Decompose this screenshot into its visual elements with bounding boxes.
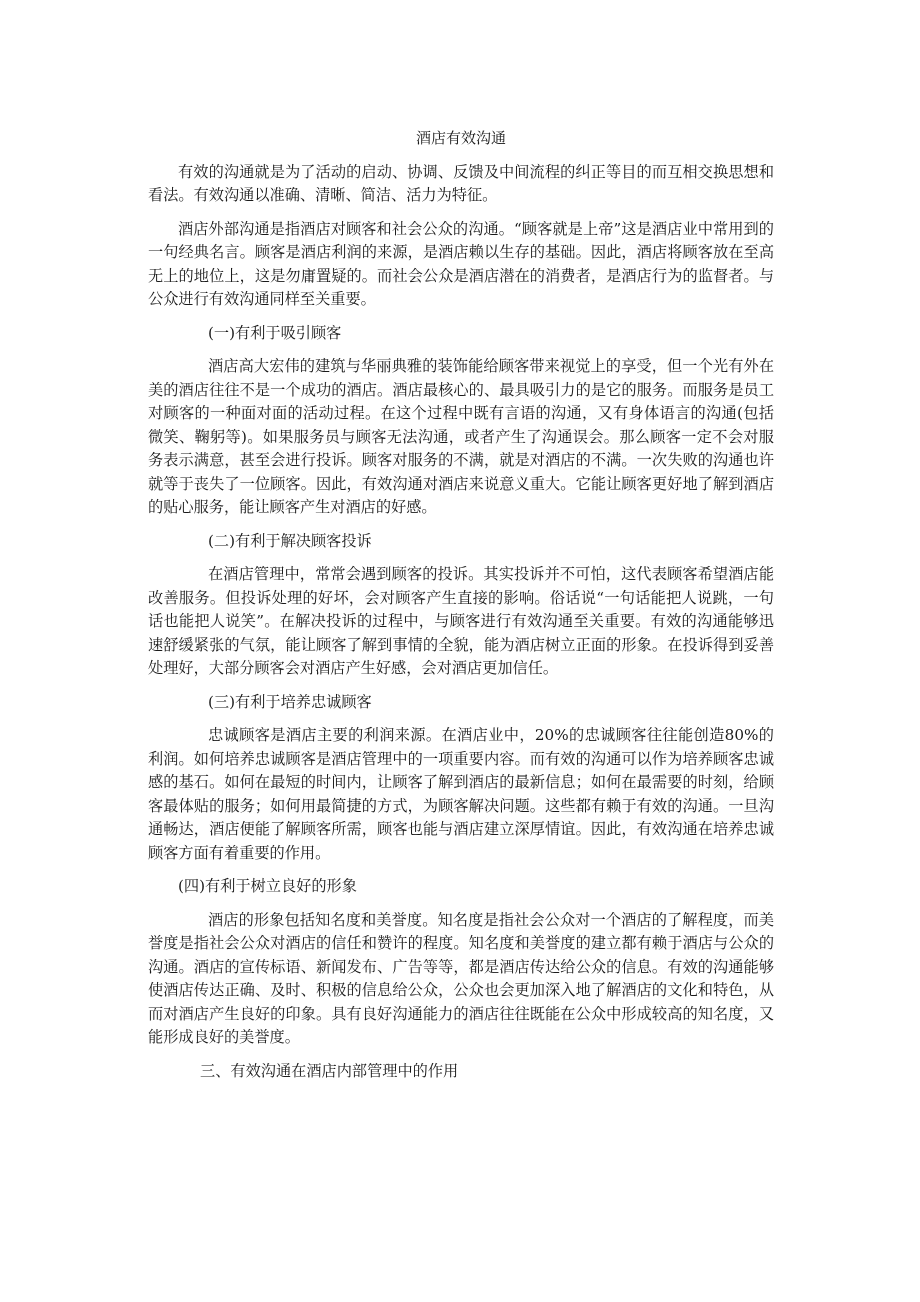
document-page: [148, 127, 774, 1093]
section-heading-loyal-customers: (三)有利于培养忠诚顾客: [208, 692, 372, 711]
paragraph-good-image: 酒店的形象包括知名度和美誉度。知名度是指社会公众对一个酒店的了解程度，而美誉度是指社会公众对酒店的信任和赞许的程度。知名度和美誉度的建立都有赖于酒店与公众的沟通。酒店的宣传标语、新闻发布、广告等等，都是酒店传达给公众的信息。有效的沟通能够使酒店传达正确、及时、积极的信息给公众，公众也会更加深入地了解酒店的文化和特色，从而对酒店产生良好的印象。具有良好沟通能力的酒店往往既能在公众中形成较高的知名度，又能形成良好的美誉度。: [148, 910, 774, 1046]
section-heading-resolve-complaints: (二)有利于解决顾客投诉: [208, 531, 372, 550]
paragraph-loyal-customers: 忠诚顾客是酒店主要的利润来源。在酒店业中，20%的忠诚顾客往往能创造80%的利润。如何培养忠诚顾客是酒店管理中的一项重要内容。而有效的沟通可以作为培养顾客忠诚感的基石。如何在最短的时间内，让顾客了解到酒店的最新信息；如何在最需要的时刻，给顾客最体贴的服务；如何用最简捷的方式，为顾客解决问题。这些都有赖于有效的沟通。一旦沟通畅达，酒店便能了解顾客所需，顾客也能与酒店建立深厚情谊。因此，有效沟通在培养忠诚顾客方面有着重要的作用。: [148, 726, 774, 862]
paragraph-resolve-complaints: 在酒店管理中，常常会遇到顾客的投诉。其实投诉并不可怕，这代表顾客希望酒店能改善服务。但投诉处理的好坏，会对顾客产生直接的影响。俗话说“一句话能把人说跳，一句话也能把人说笑”。在解决投诉的过程中，与顾客进行有效沟通至关重要。有效的沟通能够迅速舒缓紧张的气氛，能让顾客了解到事情的全貌，能为酒店树立正面的形象。在投诉得到妥善处理好，大部分顾客会对酒店产生好感，会对酒店更加信任。: [148, 565, 774, 677]
paragraph-external-communication: 酒店外部沟通是指酒店对顾客和社会公众的沟通。“顾客就是上帝”这是酒店业中常用到的一句经典名言。顾客是酒店利润的来源，是酒店赖以生存的基础。因此，酒店将顾客放在至高无上的地位上，这是勿庸置疑的。而社会公众是酒店潜在的消费者，是酒店行为的监督者。与公众进行有效沟通同样至关重要。: [148, 219, 774, 308]
paragraph-attract-customers: 酒店高大宏伟的建筑与华丽典雅的装饰能给顾客带来视觉上的享受，但一个光有外在美的酒店往往不是一个成功的酒店。酒店最核心的、最具吸引力的是它的服务。而服务是员工对顾客的一种面对面的活动过程。在这个过程中既有言语的沟通，又有身体语言的沟通(包括微笑、鞠躬等)。如果服务员与顾客无法沟通，或者产生了沟通误会。那么顾客一定不会对服务表示满意，甚至会进行投诉。顾客对服务的不满，就是对酒店的不满。一次失败的沟通也许就等于丧失了一位顾客。因此，有效沟通对酒店来说意义重大。它能让顾客更好地了解到酒店的贴心服务，能让顾客产生对酒店的好感。: [148, 357, 774, 516]
paragraph-definition: 有效的沟通就是为了活动的启动、协调、反馈及中间流程的纠正等目的而互相交换思想和看法。有效沟通以准确、清晰、简洁、活力为特征。: [148, 162, 774, 204]
section-heading-internal-management: 三、有效沟通在酒店内部管理中的作用: [200, 1061, 459, 1080]
section-heading-attract-customers: (一)有利于吸引顾客: [208, 323, 342, 342]
section-heading-good-image: (四)有利于树立良好的形象: [178, 877, 357, 895]
document-title: 酒店有效沟通: [415, 129, 506, 147]
